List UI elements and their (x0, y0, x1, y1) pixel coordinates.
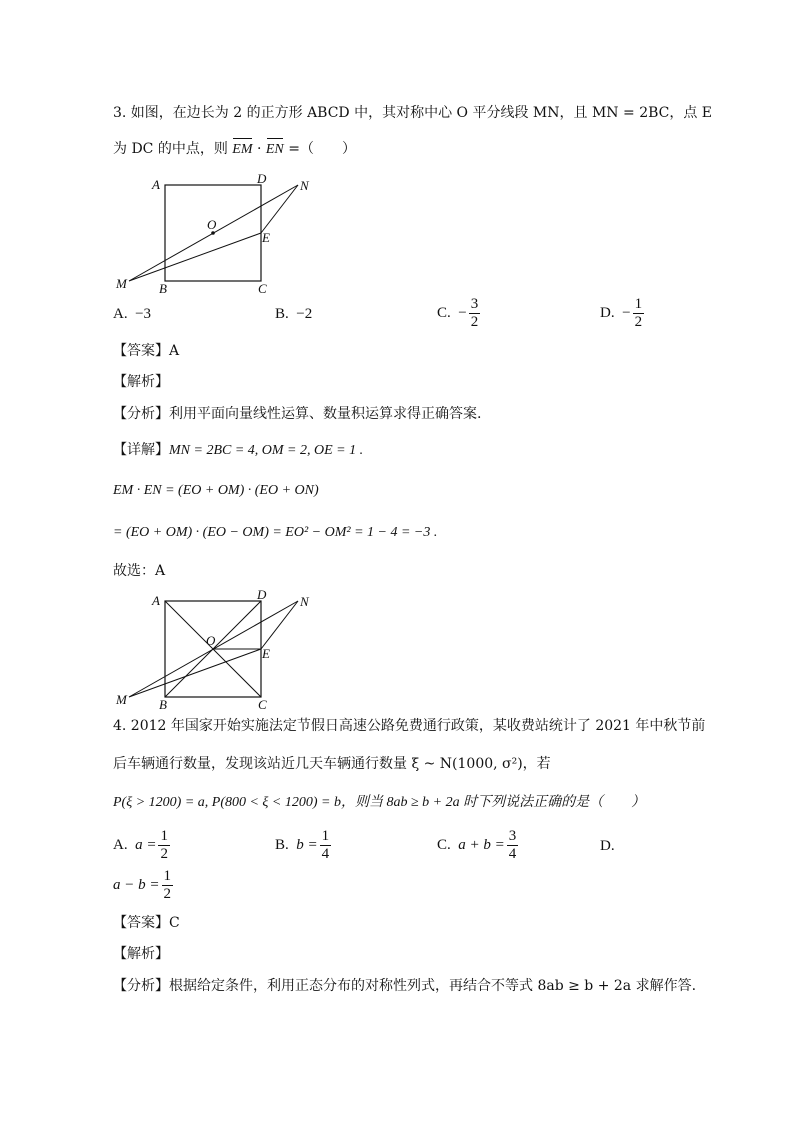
q4-analysis-tag: 【解析】 (113, 946, 169, 962)
label-e: E (262, 230, 270, 245)
q4-stem-line3: P(ξ > 1200) = a, P(800 < ξ < 1200) = b，则当 8ab ≥ b + 2a 时下列说法正确的是（ ） (113, 795, 646, 810)
label-m: M (116, 276, 127, 291)
segment-em (129, 233, 261, 281)
q4-stem-line1: 4. 2012 年国家开始实施法定节假日高速公路免费通行政策，某收费站统计了 2021 年中秋节前 (113, 718, 706, 734)
q3-equation-1: EM · EN = (EO + OM) · (EO + ON) (113, 483, 319, 498)
label-d: D (257, 171, 267, 186)
q4-fenxi: 【分析】根据给定条件，利用正态分布的对称性列式，再结合不等式 8ab ≥ b + 2a 求解作答. (113, 978, 697, 994)
q4-option-c[interactable]: C. a + b = $\frac{3}{4}$ (437, 828, 517, 862)
q3-equation-2: = (EO + OM) · (EO − OM) = EO² − OM² = 1 − 4 = −3 . (113, 525, 438, 540)
segment-em-2 (129, 649, 261, 697)
label-a-2: A (152, 593, 160, 608)
label-o-2: O (206, 633, 216, 648)
label-b: B (159, 281, 167, 296)
q4-option-d[interactable]: a − b = $\frac{1}{2}$ (113, 868, 171, 902)
label-d-2: D (257, 587, 267, 602)
dot-operator: · (252, 141, 266, 157)
q3-option-a[interactable]: A. −3 (113, 306, 152, 322)
q3-option-c[interactable]: C. − $\frac{3}{2}$ (437, 296, 479, 330)
q3-figure-1 (110, 168, 320, 298)
label-m-2: M (116, 692, 127, 707)
segment-en (261, 185, 298, 233)
label-n-2: N (300, 594, 309, 609)
q3-stem-line2-end: =（ ） (283, 141, 356, 157)
q3-xiangjie: 【详解】MN = 2BC = 4, OM = 2, OE = 1 . (113, 442, 364, 458)
vector-en: EN (266, 140, 284, 160)
q3-stem-line2 (113, 139, 356, 160)
q4-stem-line2: 后车辆通行数量，发现该站近几天车辆通行数量 ξ ~ N(1000, σ²)，若 (113, 756, 551, 772)
segment-en-2 (261, 601, 298, 649)
q4-answer: 【答案】C (113, 915, 180, 931)
q3-stem-line2-start: 为 DC 的中点，则 (113, 141, 233, 157)
q3-option-d[interactable]: D. − $\frac{1}{2}$ (600, 296, 643, 330)
q3-answer: 【答案】A (113, 343, 180, 359)
q3-analysis-tag: 【解析】 (113, 374, 169, 390)
q3-figure-2 (110, 585, 320, 715)
label-c: C (258, 281, 267, 296)
label-e-2: E (262, 646, 270, 661)
q3-stem-line1: 3. 如图，在边长为 2 的正方形 ABCD 中，其对称中心 O 平分线段 MN，且 MN = 2BC，点 E (113, 105, 713, 121)
q3-option-b[interactable]: B. −2 (275, 306, 313, 322)
label-c-2: C (258, 697, 267, 712)
q4-option-a[interactable]: A. a = $\frac{1}{2}$ (113, 828, 168, 862)
label-a: A (152, 177, 160, 192)
q4-option-d-letter[interactable]: D. (600, 838, 615, 854)
label-o: O (207, 217, 217, 232)
q3-fenxi: 【分析】利用平面向量线性运算、数量积运算求得正确答案. (113, 406, 482, 422)
vector-em: EM (232, 140, 252, 160)
label-b-2: B (159, 697, 167, 712)
q3-choose: 故选：A (113, 563, 166, 579)
q4-option-b[interactable]: B. b = $\frac{1}{4}$ (275, 828, 330, 862)
label-n: N (300, 178, 309, 193)
